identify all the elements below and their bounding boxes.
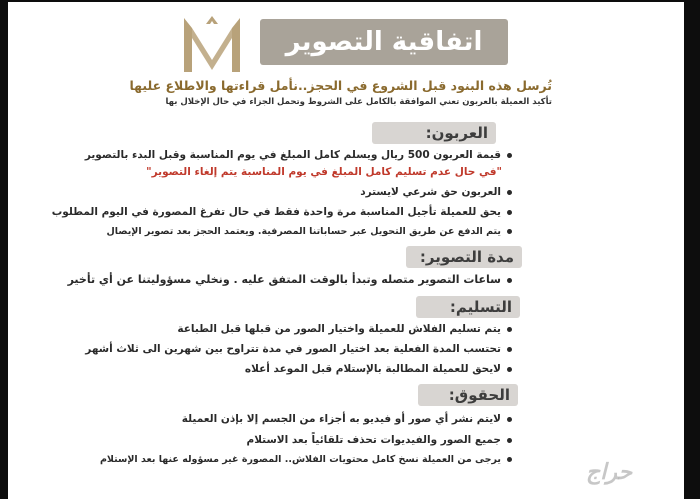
brand-logo	[180, 14, 244, 74]
bullet-icon	[507, 457, 512, 462]
rights-item-1: لايتم نشر أي صور أو فيديو به أجزاء من الجسم إلا بإذن العميلة	[182, 413, 512, 425]
bullet-icon	[507, 327, 512, 332]
deposit-item-5: يتم الدفع عن طريق التحويل عبر حساباتنا المصرفية. ويعتمد الحجز بعد تصوير الإيصال	[107, 226, 512, 237]
section-heading-rights: الحقوق:	[418, 384, 518, 406]
deposit-item-2: "في حال عدم تسليم كامل المبلغ في يوم المناسبة يتم إلغاء التصوير"	[146, 166, 502, 178]
bullet-icon	[507, 347, 512, 352]
section-heading-delivery: التسليم:	[416, 296, 520, 318]
deposit-item-3: العربون حق شرعي لايسترد	[360, 186, 512, 198]
bullet-icon	[507, 438, 512, 443]
intro-line: تُرسل هذه البنود قبل الشروع في الحجز..نأمل قراءتها والاطلاع عليها	[129, 78, 552, 93]
section-heading-duration: مدة التصوير:	[406, 246, 522, 268]
bullet-icon	[507, 417, 512, 422]
bullet-icon	[507, 229, 512, 234]
delivery-item-1: يتم تسليم الفلاش للعميلة واختيار الصور من قبلها قبل الطباعة	[177, 323, 512, 335]
bullet-icon	[507, 278, 512, 283]
delivery-item-3: لايحق للعميلة المطالبة بالإستلام قبل الموعد أعلاه	[245, 363, 512, 375]
deposit-item-1: قيمة العربون 500 ريال ويسلم كامل المبلغ في يوم المناسبة وقبل البدء بالتصوير	[85, 149, 512, 161]
intro-note: تأكيد العميلة بالعربون تعني الموافقة بالكامل على الشروط وتحمل الجزاء في حال الإخلال بها	[165, 97, 552, 107]
section-heading-deposit: العربون:	[372, 122, 496, 144]
rights-item-3: يرجى من العميلة نسخ كامل محتويات الفلاش.. المصورة غير مسؤوله عنها بعد الإستلام	[100, 454, 512, 465]
delivery-item-2: تحتسب المدة الفعلية بعد اختيار الصور في مدة تتراوح بين شهرين الى ثلاث أشهر	[85, 343, 512, 355]
bullet-icon	[507, 190, 512, 195]
watermark: حراج	[586, 460, 633, 485]
bullet-icon	[507, 210, 512, 215]
deposit-item-4: يحق للعميلة تأجيل المناسبة مرة واحدة فقط في حال تفرغ المصورة في اليوم المطلوب	[52, 206, 512, 218]
agreement-sheet	[8, 2, 684, 499]
duration-item-1: ساعات التصوير متصله وتبدأ بالوقت المتفق عليه . ونخلي مسؤوليتنا عن أي تأخير	[68, 273, 512, 286]
bullet-icon	[507, 153, 512, 158]
bullet-icon	[507, 367, 512, 372]
page-title: اتفاقية التصوير	[285, 27, 483, 57]
title-banner	[260, 19, 508, 65]
rights-item-2: جميع الصور والفيديوات تحذف تلقائياً بعد الاستلام	[247, 434, 512, 446]
